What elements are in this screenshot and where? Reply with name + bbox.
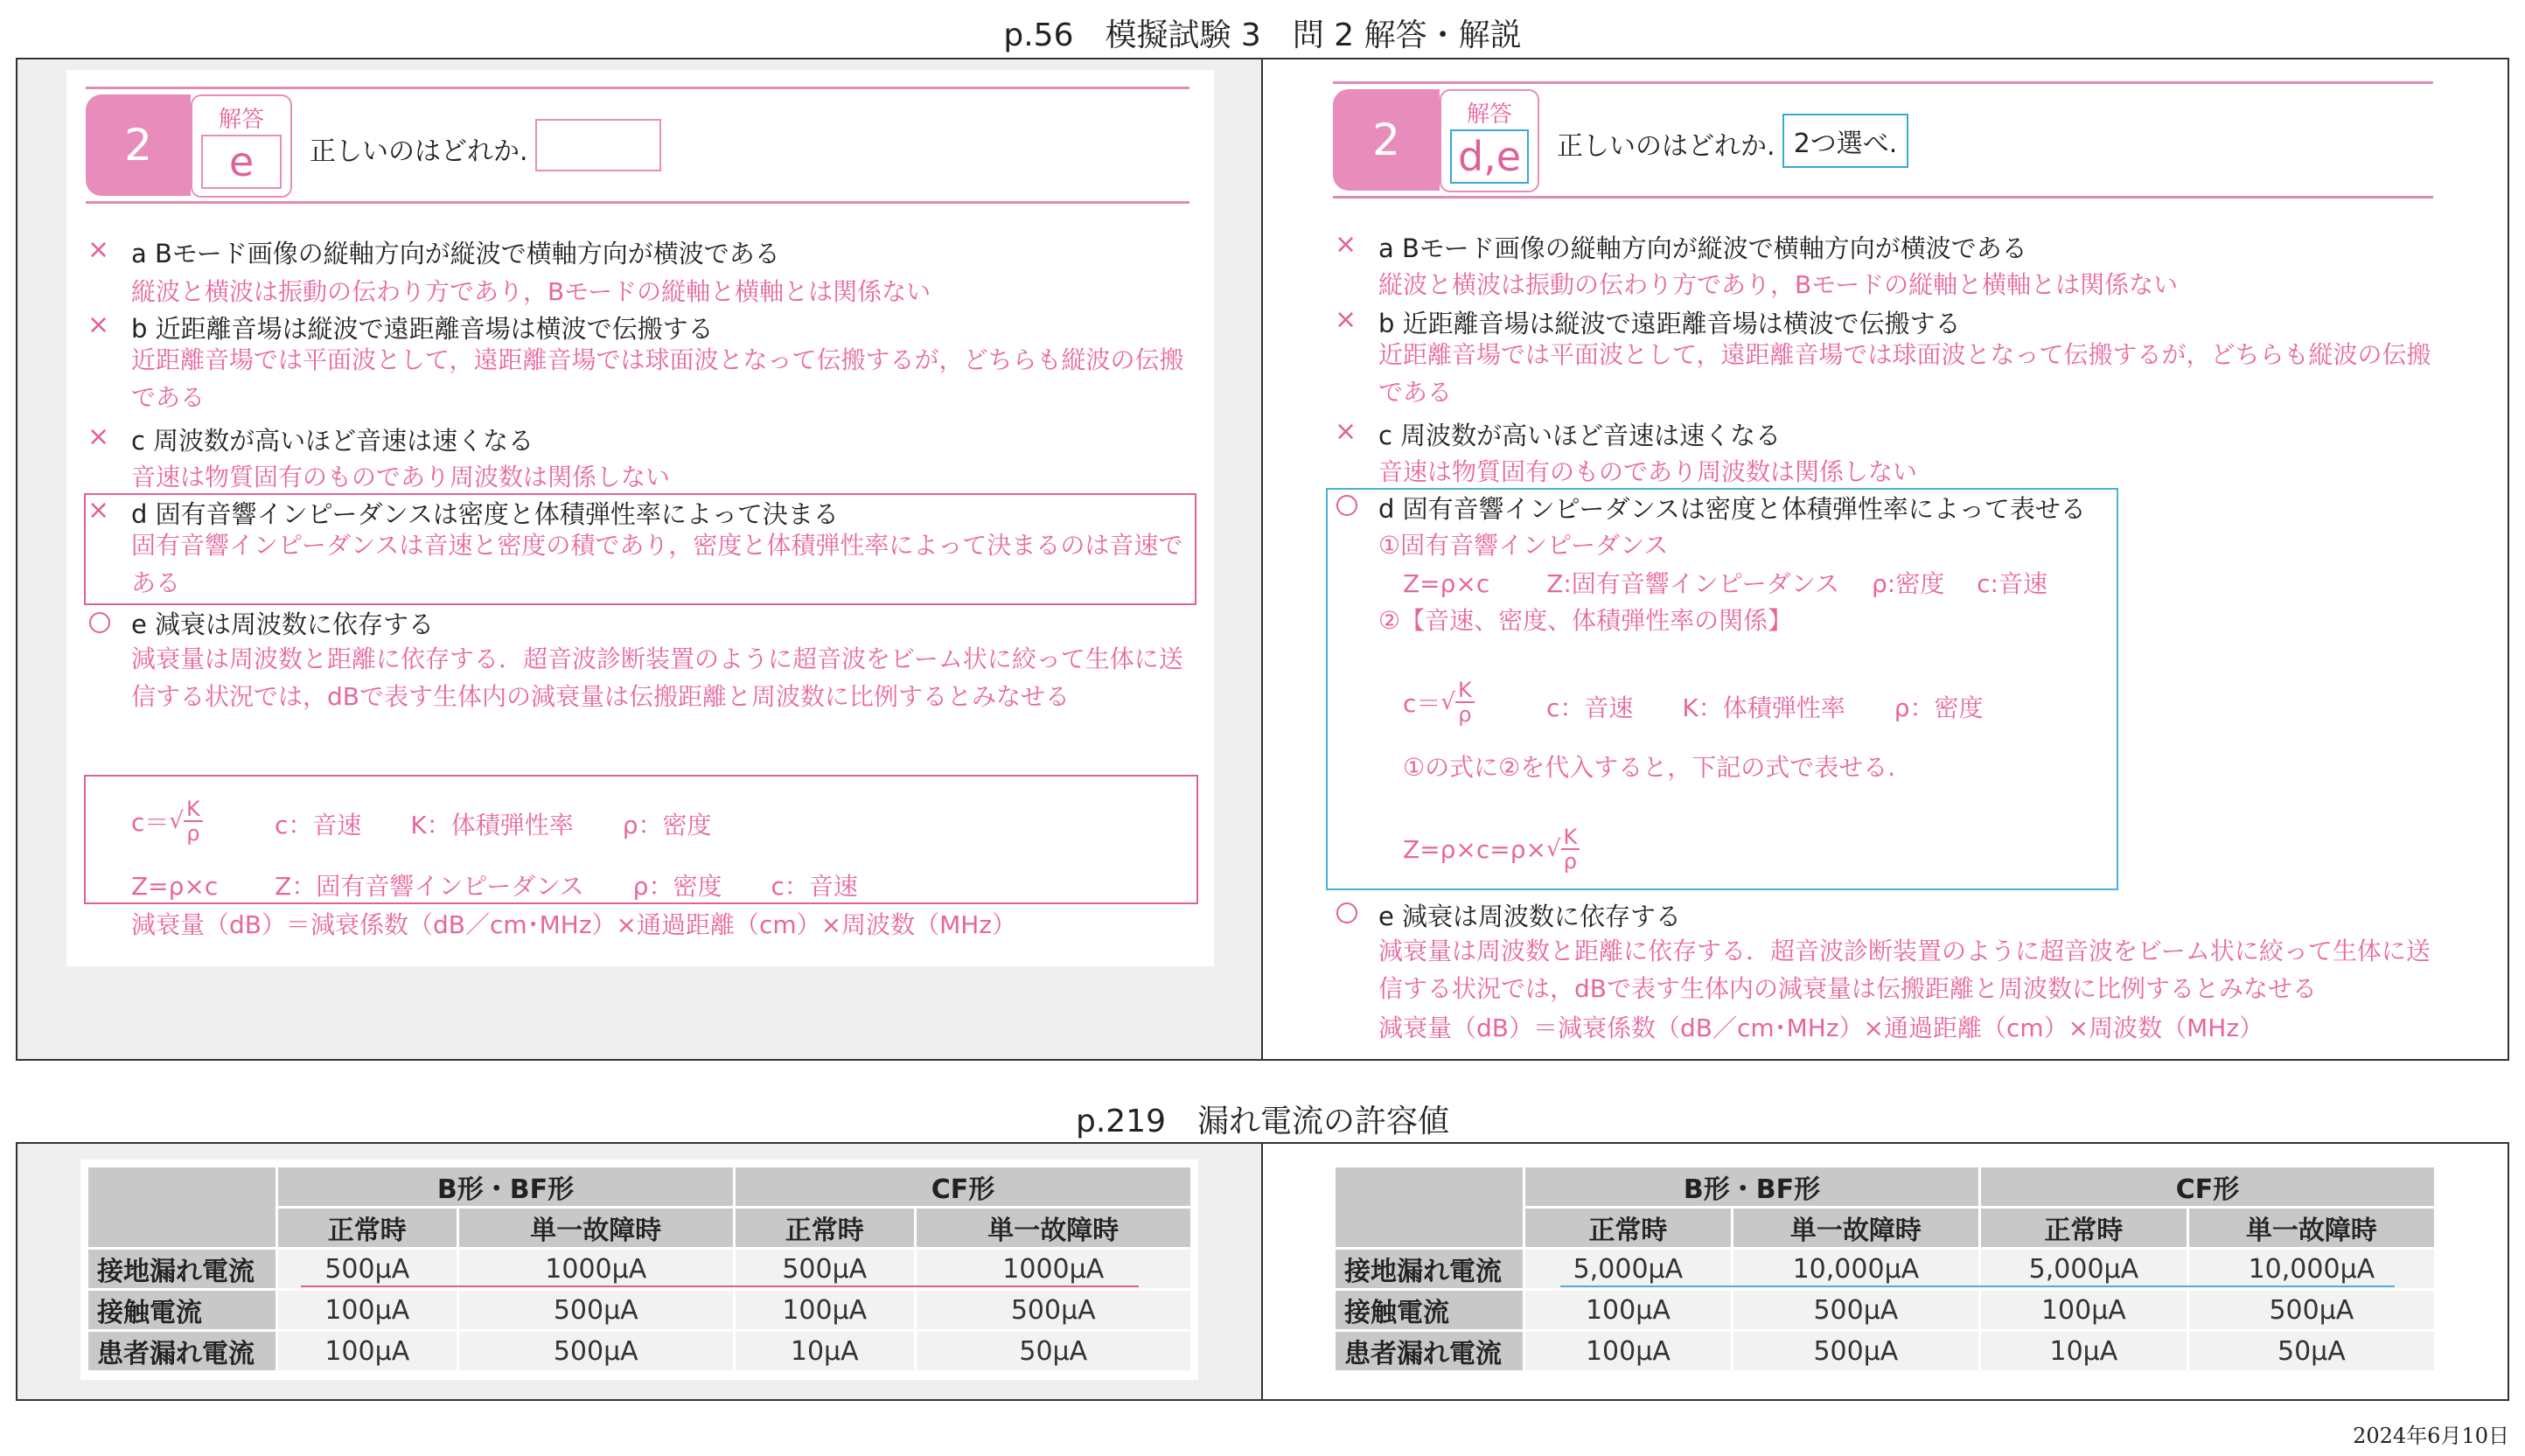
table-cell: 5,000μA — [1979, 1249, 2187, 1290]
date-stamp: 2024年6月10日 — [2353, 1424, 2509, 1448]
d-explanation-line3: ②【音速、密度、体積弾性率の関係】 — [1378, 606, 1793, 635]
d-explanation-line1: ①固有音響インピーダンス — [1378, 531, 1669, 560]
formula-attenuation: 減衰量（dB）＝減衰係数（dB／cm･MHz）×通過距離（cm）×周波数（MHz） — [131, 910, 1017, 939]
table-cell: 100μA — [277, 1331, 458, 1372]
option-a: a Bモード画像の縦軸方向が縦波で横軸方向が横波である — [1378, 233, 2027, 263]
option-d: d 固有音響インピーダンスは密度と体積弾性率によって表せる — [1378, 494, 2086, 524]
explanation-b: 近距離音場では平面波として，遠距離音場では球面波となって伝搬するが，どちらも縦波の伝搬である — [1378, 340, 2431, 407]
table-cell: 100μA — [1524, 1331, 1733, 1372]
row-header: 接地漏れ電流 — [1335, 1249, 1524, 1290]
option-c: c 周波数が高いほど音速は速くなる — [131, 426, 534, 456]
table-cell: 10μA — [734, 1331, 915, 1372]
table-cell: 10μA — [1979, 1331, 2187, 1372]
table-cell: 500μA — [457, 1331, 734, 1372]
bottom-heading: p.219 漏れ電流の許容値 — [1075, 1104, 1449, 1139]
question-number: 2 — [1333, 89, 1440, 191]
group-header: CF形 — [1979, 1167, 2435, 1208]
explanation-d: 固有音響インピーダンスは音速と密度の積であり，密度と体積弾性率によって決まるのは音速である — [131, 531, 1183, 597]
row-header: 接地漏れ電流 — [87, 1249, 277, 1290]
bottom-divider — [1261, 1142, 1263, 1401]
answer-box — [1440, 89, 1539, 192]
wrong-mark: × — [87, 421, 110, 452]
wrong-mark: × — [87, 234, 110, 265]
table-cell: 500μA — [1732, 1331, 1979, 1372]
option-d: d 固有音響インピーダンスは密度と体積弾性率によって決まる — [131, 499, 839, 529]
table-row — [1335, 1290, 2436, 1331]
table-cell: 10,000μA — [1732, 1249, 1979, 1290]
answer-label: 解答 — [218, 107, 264, 133]
question-blank — [535, 119, 661, 171]
wrong-mark: × — [87, 495, 110, 526]
highlight-underline — [1560, 1285, 2395, 1287]
correct-mark — [1336, 902, 1357, 923]
option-b: b 近距離音場は縦波で遠距離音場は横波で伝搬する — [1378, 309, 1961, 338]
option-e: e 減衰は周波数に依存する — [1378, 902, 1682, 931]
group-header: B形・BF形 — [277, 1167, 735, 1208]
table-cell: 500μA — [457, 1290, 734, 1331]
d-formula-c: c＝ √ K ρ — [1403, 679, 1475, 726]
row-header: 接触電流 — [1335, 1290, 1524, 1331]
question-note: 2つ選べ. — [1782, 114, 1908, 168]
d-formula-z: Z=ρ×c=ρ× √ K ρ — [1403, 826, 1580, 873]
table-cell: 50μA — [915, 1331, 1191, 1372]
formula-c: c＝ √ K ρ — [131, 798, 203, 845]
right-leakage-table — [1333, 1165, 2437, 1373]
explanation-e: 減衰量は周波数と距離に依存する．超音波診断装置のように超音波をビーム状に絞って生体に送信する状況では，dBで表す生体内の減衰量は伝搬距離と周波数に比例するとみなせる — [131, 644, 1183, 711]
group-header: CF形 — [734, 1167, 1191, 1208]
table-row — [1335, 1331, 2436, 1372]
answer-label: 解答 — [1466, 101, 1512, 128]
explanation-e: 減衰量は周波数と距離に依存する．超音波診断装置のように超音波をビーム状に絞って生体に送信する状況では，dBで表す生体内の減衰量は伝搬距離と周波数に比例するとみなせる — [1378, 937, 2431, 1003]
row-header: 患者漏れ電流 — [87, 1331, 277, 1372]
option-b: b 近距離音場は縦波で遠距離音場は横波で伝搬する — [131, 314, 714, 344]
d-explanation-line4: ①の式に②を代入すると，下記の式で表せる. — [1403, 753, 1896, 782]
column-header: 単一故障時 — [1732, 1208, 1979, 1249]
column-header: 単一故障時 — [457, 1208, 734, 1249]
table-row — [87, 1331, 1192, 1372]
column-header: 正常時 — [734, 1208, 915, 1249]
correct-mark — [89, 612, 110, 633]
column-header: 正常時 — [277, 1208, 458, 1249]
explanation-b: 近距離音場では平面波として，遠距離音場では球面波となって伝搬するが，どちらも縦波の伝搬である — [131, 345, 1184, 412]
table-cell: 10,000μA — [2187, 1249, 2435, 1290]
option-a: a Bモード画像の縦軸方向が縦波で横軸方向が横波である — [131, 239, 780, 268]
question-text: 正しいのはどれか. — [310, 136, 528, 167]
table-cell: 500μA — [277, 1249, 458, 1290]
wrong-mark: × — [87, 310, 110, 340]
table-cell: 100μA — [1524, 1290, 1733, 1331]
table-cell: 100μA — [277, 1290, 458, 1331]
column-header: 正常時 — [1524, 1208, 1733, 1249]
table-cell: 500μA — [915, 1290, 1191, 1331]
table-row — [87, 1249, 1192, 1290]
explanation-c: 音速は物質固有のものであり周波数は関係しない — [1378, 457, 1918, 486]
row-header: 患者漏れ電流 — [1335, 1331, 1524, 1372]
option-c: c 周波数が高いほど音速は速くなる — [1378, 421, 1782, 450]
explanation-c: 音速は物質固有のものであり周波数は関係しない — [131, 463, 671, 491]
question-number: 2 — [86, 94, 191, 196]
column-header: 単一故障時 — [2187, 1208, 2435, 1249]
column-header: 正常時 — [1979, 1208, 2187, 1249]
wrong-mark: × — [1335, 229, 1357, 260]
option-e: e 減衰は周波数に依存する — [131, 610, 435, 639]
formula-z: Z=ρ×c Z：固有音響インピーダンス ρ：密度 c：音速 — [131, 872, 858, 901]
table-cell: 50μA — [2187, 1331, 2435, 1372]
d-formula-c-description: c：音速 K：体積弾性率 ρ：密度 — [1546, 693, 1984, 722]
top-heading: p.56 模擬試験 3 問 2 解答・解説 — [1003, 17, 1522, 53]
top-divider — [1261, 58, 1263, 1061]
d-explanation-line2: Z=ρ×c Z:固有音響インピーダンス ρ:密度 c:音速 — [1403, 569, 2047, 598]
table-row — [87, 1290, 1192, 1331]
answer-value: e — [201, 135, 282, 189]
column-header: 単一故障時 — [915, 1208, 1191, 1249]
table-row — [1335, 1249, 2436, 1290]
question-text: 正しいのはどれか. — [1557, 131, 1775, 162]
correct-mark — [1336, 495, 1357, 516]
left-leakage-table — [86, 1165, 1193, 1373]
row-header: 接触電流 — [87, 1290, 277, 1331]
explanation-a: 縦波と横波は振動の伝わり方であり，Bモードの縦軸と横軸とは関係ない — [1378, 270, 2179, 299]
wrong-mark: × — [1335, 416, 1357, 447]
highlight-underline — [301, 1285, 1139, 1287]
table-cell: 500μA — [2187, 1290, 2435, 1331]
table-cell: 500μA — [1732, 1290, 1979, 1331]
table-cell: 500μA — [734, 1249, 915, 1290]
table-cell: 1000μA — [915, 1249, 1191, 1290]
answer-box — [191, 94, 292, 198]
answer-value: d,e — [1450, 129, 1529, 184]
table-cell: 100μA — [1979, 1290, 2187, 1331]
wrong-mark: × — [1335, 304, 1357, 335]
group-header: B形・BF形 — [1524, 1167, 1980, 1208]
table-cell: 1000μA — [457, 1249, 734, 1290]
table-cell: 5,000μA — [1524, 1249, 1733, 1290]
table-cell: 100μA — [734, 1290, 915, 1331]
formula-c-description: c：音速 K：体積弾性率 ρ：密度 — [275, 811, 712, 839]
formula-attenuation: 減衰量（dB）＝減衰係数（dB／cm･MHz）×通過距離（cm）×周波数（MHz） — [1378, 1014, 2264, 1042]
explanation-a: 縦波と横波は振動の伝わり方であり，Bモードの縦軸と横軸とは関係ない — [131, 277, 931, 306]
